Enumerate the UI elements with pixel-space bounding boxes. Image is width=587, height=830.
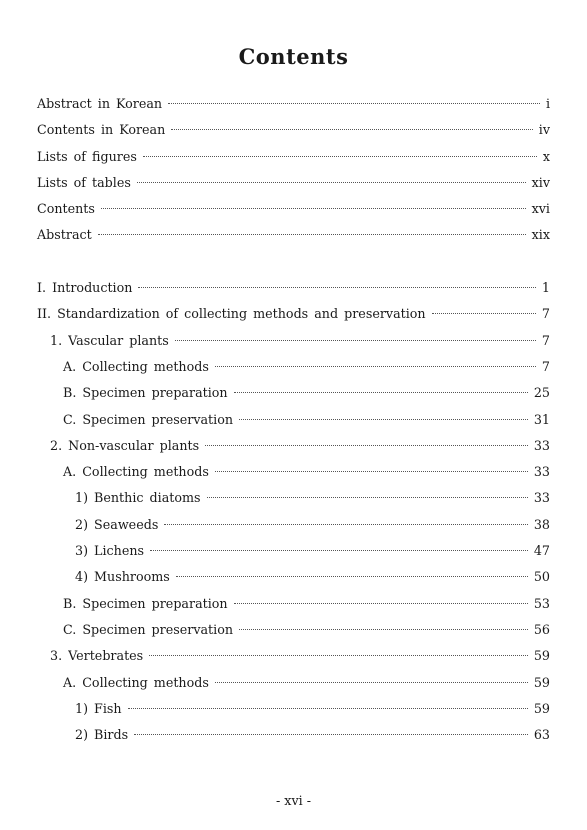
toc-entry-page: 59 xyxy=(533,648,550,664)
toc-entry-label: I. Introduction xyxy=(37,280,133,296)
toc-entry-label: A. Collecting methods xyxy=(63,464,209,480)
toc-entry xyxy=(37,569,550,595)
toc-entry-page: x xyxy=(542,148,550,164)
dot-leader xyxy=(164,524,528,525)
toc-entry-page: 1 xyxy=(541,280,550,296)
dot-leader xyxy=(138,287,535,288)
toc-entry xyxy=(37,517,550,543)
toc-entry-label: Lists of tables xyxy=(37,174,131,190)
dot-leader xyxy=(149,655,528,656)
toc-entry-page: 53 xyxy=(533,595,550,611)
dot-leader xyxy=(150,550,528,551)
toc-entry-label: 1) Benthic diatoms xyxy=(75,490,201,506)
toc-entry xyxy=(37,490,550,516)
toc-entry-label: 2) Seaweeds xyxy=(75,516,159,532)
toc-entry-page: i xyxy=(545,96,550,111)
chapter-list xyxy=(37,280,550,753)
toc-entry-page: 25 xyxy=(533,385,550,401)
toc-entry xyxy=(37,412,550,438)
toc-entry xyxy=(37,306,550,332)
dot-leader xyxy=(234,392,528,393)
dot-leader xyxy=(137,182,526,183)
dot-leader xyxy=(134,734,528,735)
toc-entry-label: 2) Birds xyxy=(75,727,129,743)
toc-entry-label: Contents xyxy=(37,201,95,217)
dot-leader xyxy=(215,682,528,683)
toc-entry xyxy=(37,333,550,359)
toc-entry-label: Contents in Korean xyxy=(37,122,166,138)
toc-entry-label: C. Specimen preservation xyxy=(63,621,234,637)
toc-entry-page: iv xyxy=(538,122,550,138)
toc-entry-label: 1. Vascular plants xyxy=(50,332,169,348)
toc-entry-page: xiv xyxy=(531,174,550,190)
toc-entry-page: 31 xyxy=(533,411,550,427)
dot-leader xyxy=(168,103,540,104)
toc-entry xyxy=(37,543,550,569)
page-title: Contents xyxy=(238,44,349,69)
toc-entry xyxy=(37,464,550,490)
toc-entry xyxy=(37,622,550,648)
toc-entry-page: 7 xyxy=(541,306,550,322)
dot-leader xyxy=(432,313,536,314)
toc-entry xyxy=(37,385,550,411)
toc-entry-page: 50 xyxy=(533,569,550,585)
dot-leader xyxy=(207,497,528,498)
toc-entry-label: 3) Lichens xyxy=(75,543,145,559)
dot-leader xyxy=(175,340,536,341)
toc-entry-page: 59 xyxy=(533,700,550,716)
toc-entry-page: xix xyxy=(531,227,550,243)
section-gap xyxy=(37,254,550,280)
toc-entry-label: A. Collecting methods xyxy=(63,674,209,690)
toc-entry-page: 59 xyxy=(533,674,550,690)
toc-entry xyxy=(37,438,550,464)
dot-leader xyxy=(215,471,528,472)
toc-entry-label: Abstract in Korean xyxy=(37,96,163,111)
toc-entry xyxy=(37,175,550,201)
toc-entry xyxy=(37,227,550,253)
toc-entry-label: B. Specimen preparation xyxy=(63,595,228,611)
toc-entry-label: 3. Vertebrates xyxy=(50,648,144,664)
toc-entry-label: 4) Mushrooms xyxy=(75,569,170,585)
dot-leader xyxy=(98,234,526,235)
toc-entry-label: B. Specimen preparation xyxy=(63,385,228,401)
page-number-footer: - xvi - xyxy=(275,793,312,808)
toc-entry-label: A. Collecting methods xyxy=(63,358,209,374)
dot-leader xyxy=(234,603,528,604)
table-of-contents xyxy=(37,96,550,753)
dot-leader xyxy=(128,708,528,709)
toc-entry xyxy=(37,359,550,385)
toc-entry xyxy=(37,122,550,148)
toc-entry-label: Abstract xyxy=(37,227,92,243)
toc-entry-page: 63 xyxy=(533,727,550,743)
toc-entry-page: 38 xyxy=(533,516,550,532)
toc-entry-page: 47 xyxy=(533,543,550,559)
dot-leader xyxy=(171,129,532,130)
dot-leader xyxy=(239,629,528,630)
toc-entry-label: 2. Non-vascular plants xyxy=(50,437,200,453)
toc-entry-page: 7 xyxy=(541,332,550,348)
toc-entry-label: 1) Fish xyxy=(75,700,122,716)
toc-entry-label: II. Standardization of collecting methods and preservation xyxy=(37,306,426,322)
toc-entry xyxy=(37,596,550,622)
toc-entry-page: 7 xyxy=(541,358,550,374)
toc-entry-page: 33 xyxy=(533,437,550,453)
toc-entry-page: 33 xyxy=(533,490,550,506)
toc-entry-label: C. Specimen preservation xyxy=(63,411,234,427)
toc-entry xyxy=(37,648,550,674)
front-matter-list xyxy=(37,96,550,254)
dot-leader xyxy=(239,419,528,420)
dot-leader xyxy=(215,366,536,367)
toc-entry xyxy=(37,96,550,122)
dot-leader xyxy=(176,576,528,577)
toc-entry xyxy=(37,727,550,753)
toc-entry xyxy=(37,280,550,306)
toc-entry-page: 33 xyxy=(533,464,550,480)
dot-leader xyxy=(205,445,528,446)
toc-entry xyxy=(37,701,550,727)
toc-entry xyxy=(37,201,550,227)
toc-entry-page: xvi xyxy=(531,201,550,217)
toc-entry xyxy=(37,675,550,701)
toc-entry-label: Lists of figures xyxy=(37,148,137,164)
dot-leader xyxy=(143,156,537,157)
toc-entry-page: 56 xyxy=(533,621,550,637)
toc-entry xyxy=(37,149,550,175)
dot-leader xyxy=(101,208,526,209)
